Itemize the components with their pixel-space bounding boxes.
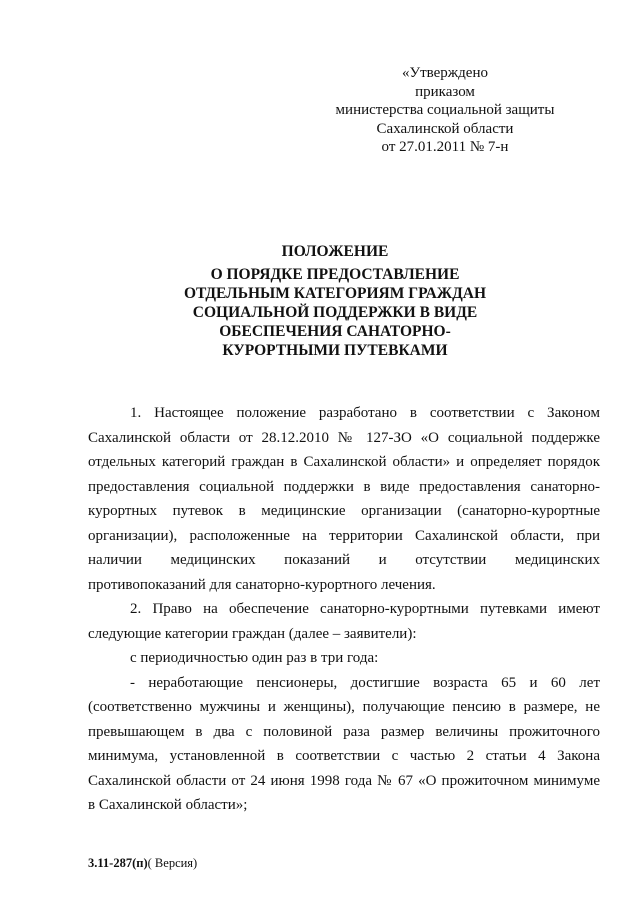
document-title <box>120 242 550 360</box>
body-line: - неработающие пенсионеры, достигшие возраста 65 и 60 лет <box>130 674 600 691</box>
body-line: наличии медицинских показаний и отсутствии медицинских <box>88 552 600 568</box>
body-line: организации), расположенные на территории Сахалинской области, при <box>88 527 600 544</box>
approval-line: Сахалинской области <box>376 120 514 137</box>
approval-line: «Утверждено <box>401 65 488 81</box>
body-line: Сахалинской области от 24 июня 1998 года № 67 «О прожиточном минимуме <box>88 772 600 789</box>
title-line: КУРОРТНЫМИ ПУТЕВКАМИ <box>222 342 448 359</box>
body-line: 1. Настоящее положение разработано в соответствии с Законом <box>130 405 600 421</box>
approval-line: от 27.01.2011 № 7-н <box>381 139 509 155</box>
body-line: следующие категории граждан (далее – заявители): <box>88 625 417 642</box>
document-version: ( Версия) <box>147 856 198 870</box>
body-line: 2. Право на обеспечение санаторно-курортными путевками имеют <box>130 601 600 617</box>
title-line: О ПОРЯДКЕ ПРЕДОСТАВЛЕНИЕ <box>210 266 460 283</box>
body-line: противопоказаний для санаторно-курортного лечения. <box>88 576 436 593</box>
doc-type-heading: ПОЛОЖЕНИЕ <box>281 243 389 260</box>
title-line: ОБЕСПЕЧЕНИЯ САНАТОРНО- <box>219 323 451 340</box>
page-footer <box>88 856 197 871</box>
body-line: превышающем в два с половиной раза размер величины прожиточного <box>88 723 600 740</box>
body-line: минимума, установленной в соответствии с частью 2 статьи 4 Закона <box>88 748 600 764</box>
document-code: 3.11-287(п) <box>88 856 148 870</box>
body-line: (соответственно мужчины и женщины), получающие пенсию в размере, не <box>88 699 600 715</box>
body-line: предоставления социальной поддержки в виде предоставления санаторно- <box>88 478 600 495</box>
title-line: СОЦИАЛЬНОЙ ПОДДЕРЖКИ В ВИДЕ <box>192 304 478 321</box>
approval-line: министерства социальной защиты <box>335 102 555 118</box>
title-line: ОТДЕЛЬНЫМ КАТЕГОРИЯМ ГРАЖДАН <box>183 285 487 302</box>
body-line: курортных путевок в медицинские организации (санаторно-курортные <box>88 503 600 519</box>
body-line: с периодичностью один раз в три года: <box>130 650 379 666</box>
approval-stamp <box>300 64 590 157</box>
body-line: в Сахалинской области»; <box>88 797 248 813</box>
document-body <box>88 401 600 818</box>
approval-line: приказом <box>415 83 475 100</box>
body-line: Сахалинской области от 28.12.2010 № 127-ЗО «О социальной поддержке <box>88 429 600 446</box>
body-line: отдельных категорий граждан в Сахалинской области» и определяет порядок <box>88 454 600 470</box>
